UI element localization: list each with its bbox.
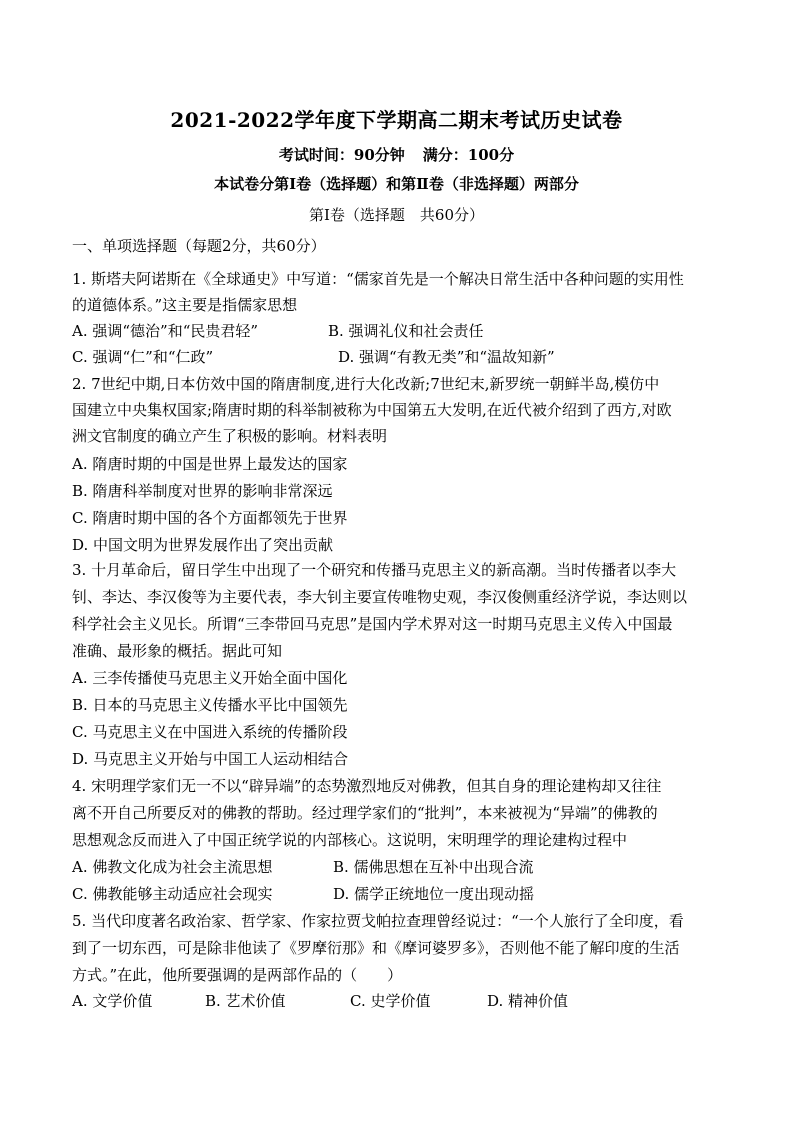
part-heading: 第I卷（选择题 共60分）	[308, 206, 484, 224]
q5-line: 到了一切东西，可是除非他读了《罗摩衍那》和《摩诃婆罗多》，否则他不能了解印度的生活	[72, 939, 680, 957]
q3-line: 科学社会主义见长。所谓“三李带回马克思”是国内学术界对这一时期马克思主义传入中国最	[72, 615, 673, 633]
q4-option-c: C. 佛教能够主动适应社会现实	[72, 885, 273, 903]
q4-option-a: A. 佛教文化成为社会主流思想	[72, 858, 273, 876]
q1-option-d: D. 强调“有教无类”和“温故知新”	[338, 348, 555, 366]
q3-option-d: D. 马克思主义开始与中国工人运动相结合	[72, 750, 349, 768]
exam-score: 满分：100分	[422, 146, 515, 164]
q4-line: 4. 宋明理学家们无一不以“辟异端”的态势激烈地反对佛教，但其自身的理论建构却又往往	[72, 777, 662, 795]
q2-line: 洲文官制度的确立产生了积极的影响。材料表明	[72, 427, 388, 445]
q1-line: 1. 斯塔夫阿诺斯在《全球通史》中写道：“儒家首先是一个解决日常生活中各种问题的实用性	[72, 270, 684, 288]
q1-line: 的道德体系。”这主要是指儒家思想	[72, 296, 298, 314]
q2-line: 国建立中央集权国家;隋唐时期的科举制被称为中国第五大发明,在近代被介绍到了西方,对欧	[72, 401, 672, 419]
q2-option-d: D. 中国文明为世界发展作出了突出贡献	[72, 536, 334, 554]
q5-option-b: B. 艺术价值	[205, 992, 286, 1010]
q5-option-a: A. 文学价值	[72, 992, 153, 1010]
q3-line: 准确、最形象的概括。据此可知	[72, 642, 283, 660]
q2-option-a: A. 隋唐时期的中国是世界上最发达的国家	[72, 455, 348, 473]
q3-option-a: A. 三李传播使马克思主义开始全面中国化	[72, 669, 348, 687]
q2-option-c: C. 隋唐时期中国的各个方面都领先于世界	[72, 509, 348, 527]
q5-option-c: C. 史学价值	[350, 992, 431, 1010]
q4-option-b: B. 儒佛思想在互补中出现合流	[333, 858, 534, 876]
q1-option-b: B. 强调礼仪和社会责任	[328, 322, 484, 340]
q5-option-d: D. 精神价值	[487, 992, 569, 1010]
q3-option-b: B. 日本的马克思主义传播水平比中国领先	[72, 696, 348, 714]
q1-option-a: A. 强调“德治”和“民贵君轻”	[72, 322, 259, 340]
q3-line: 3. 十月革命后，留日学生中出现了一个研究和传播马克思主义的新高潮。当时传播者以李大	[72, 561, 677, 579]
q5-line: 方式。”在此，他所要强调的是两部作品的（ ）	[72, 966, 403, 984]
exam-info	[0, 144, 793, 165]
q4-line: 离不开自己所要反对的佛教的帮助。经过理学家们的“批判”，本来被视为“异端”的佛教的	[72, 804, 658, 822]
q4-line: 思想观念反而进入了中国正统学说的内部核心。这说明，宋明理学的理论建构过程中	[72, 831, 628, 849]
q3-option-c: C. 马克思主义在中国进入系统的传播阶段	[72, 723, 348, 741]
section-heading: 一、单项选择题（每题2分，共60分）	[72, 237, 326, 255]
exam-structure-note: 本试卷分第I卷（选择题）和第Ⅱ卷（非选择题）两部分	[214, 175, 579, 193]
exam-title: 2021-2022学年度下学期高二期末考试历史试卷	[170, 108, 623, 132]
exam-time: 考试时间：90分钟	[278, 146, 405, 164]
q3-line: 钊、李达、李汉俊等为主要代表，李大钊主要宣传唯物史观，李汉俊侧重经济学说，李达则以	[72, 588, 688, 606]
q2-option-b: B. 隋唐科举制度对世界的影响非常深远	[72, 482, 333, 500]
q4-option-d: D. 儒学正统地位一度出现动摇	[333, 885, 535, 903]
q2-line: 2. 7世纪中期,日本仿效中国的隋唐制度,进行大化改新;7世纪末,新罗统一朝鲜半岛,模仿中	[72, 375, 660, 393]
q5-line: 5. 当代印度著名政治家、哲学家、作家拉贾戈帕拉查理曾经说过：“一个人旅行了全印度，看	[72, 912, 684, 930]
q1-option-c: C. 强调“仁”和“仁政”	[72, 348, 214, 366]
